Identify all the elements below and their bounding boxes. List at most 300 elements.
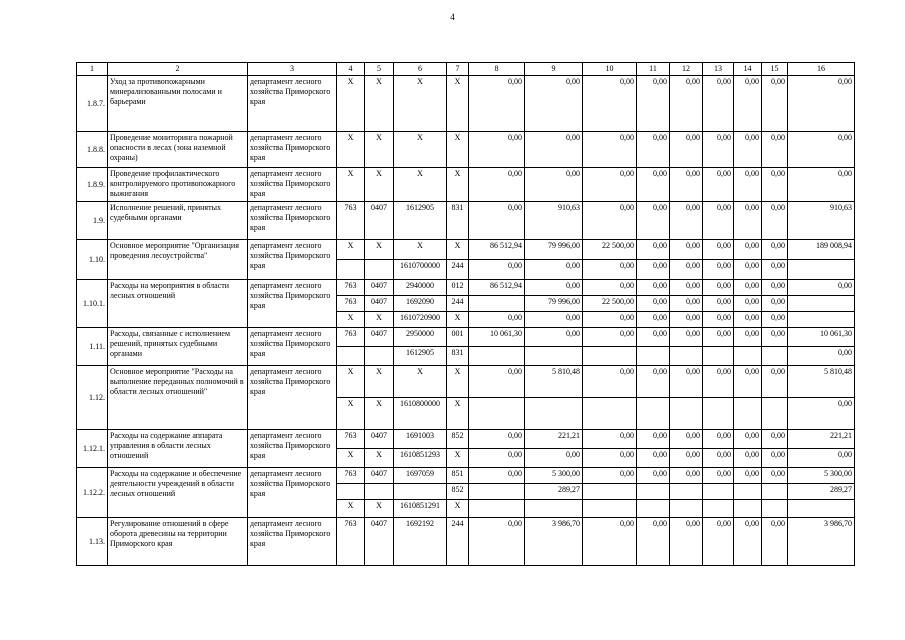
value-cell: 5 810,48 xyxy=(788,366,855,398)
value-cell xyxy=(762,347,788,366)
value-cell xyxy=(469,500,525,518)
item-name: Основное мероприятие "Организация проведения лесоустройства" xyxy=(108,240,248,280)
value-cell xyxy=(703,484,734,500)
item-owner: департамент лесного хозяйства Приморского края xyxy=(248,366,337,430)
value-cell: 0,00 xyxy=(637,312,670,328)
value-cell: 0,00 xyxy=(670,468,703,484)
value-cell xyxy=(637,347,670,366)
value-cell: 0,00 xyxy=(762,312,788,328)
value-cell xyxy=(734,398,762,430)
item-number: 1.12.1. xyxy=(77,430,108,468)
item-owner: департамент лесного хозяйства Приморского края xyxy=(248,280,337,328)
value-cell: 0,00 xyxy=(762,168,788,202)
value-cell: X xyxy=(365,398,394,430)
header-cell: 4 xyxy=(337,63,365,76)
table-row xyxy=(77,202,855,240)
value-cell: 0,00 xyxy=(469,468,525,484)
page-number: 4 xyxy=(450,12,455,22)
value-cell: 0407 xyxy=(365,280,394,296)
value-cell: 0,00 xyxy=(637,518,670,566)
value-cell: 0,00 xyxy=(469,132,525,168)
value-cell: 289,27 xyxy=(788,484,855,500)
value-cell: 10 061,30 xyxy=(788,328,855,347)
header-cell: 13 xyxy=(703,63,734,76)
value-cell: 0,00 xyxy=(670,366,703,398)
value-cell: 0,00 xyxy=(734,518,762,566)
table-row xyxy=(77,280,855,296)
value-cell: 0,00 xyxy=(670,76,703,132)
value-cell: 0,00 xyxy=(670,132,703,168)
value-cell: 0,00 xyxy=(469,168,525,202)
value-cell: 86 512,94 xyxy=(469,240,525,260)
value-cell: 0407 xyxy=(365,202,394,240)
value-cell: 3 986,70 xyxy=(788,518,855,566)
value-cell xyxy=(734,347,762,366)
value-cell xyxy=(703,398,734,430)
value-cell: 244 xyxy=(447,518,469,566)
value-cell xyxy=(670,484,703,500)
value-cell: X xyxy=(394,76,447,132)
value-cell: 0,00 xyxy=(670,449,703,468)
item-number: 1.11. xyxy=(77,328,108,366)
value-cell xyxy=(583,398,637,430)
value-cell: 2950000 xyxy=(394,328,447,347)
table-row xyxy=(77,168,855,202)
value-cell: 5 300,00 xyxy=(525,468,583,484)
value-cell: 0,00 xyxy=(788,168,855,202)
value-cell: 0,00 xyxy=(703,280,734,296)
header-cell: 2 xyxy=(108,63,248,76)
value-cell: 0,00 xyxy=(703,260,734,280)
value-cell: 0,00 xyxy=(670,296,703,312)
value-cell: 0,00 xyxy=(762,296,788,312)
item-owner: департамент лесного хозяйства Приморского края xyxy=(248,328,337,366)
value-cell xyxy=(583,484,637,500)
value-cell: 0,00 xyxy=(703,168,734,202)
value-cell: 1610700000 xyxy=(394,260,447,280)
item-name: Расходы на содержание и обеспечение деятельности учреждений в области лесных отношений xyxy=(108,468,248,518)
value-cell: 0,00 xyxy=(637,328,670,347)
item-number: 1.9. xyxy=(77,202,108,240)
value-cell: 0,00 xyxy=(583,76,637,132)
value-cell: 0,00 xyxy=(670,168,703,202)
value-cell: 0,00 xyxy=(637,240,670,260)
value-cell xyxy=(788,312,855,328)
value-cell: X xyxy=(337,449,365,468)
header-cell: 9 xyxy=(525,63,583,76)
value-cell: 0,00 xyxy=(734,328,762,347)
value-cell: 0,00 xyxy=(583,366,637,398)
value-cell xyxy=(734,500,762,518)
value-cell: 0,00 xyxy=(734,240,762,260)
value-cell: 0,00 xyxy=(788,449,855,468)
value-cell xyxy=(583,500,637,518)
value-cell: 910,63 xyxy=(788,202,855,240)
value-cell: X xyxy=(447,366,469,398)
header-row xyxy=(77,63,855,76)
value-cell: X xyxy=(447,312,469,328)
value-cell: 0,00 xyxy=(583,168,637,202)
value-cell: 0,00 xyxy=(703,296,734,312)
value-cell: 0,00 xyxy=(525,260,583,280)
header-cell: 6 xyxy=(394,63,447,76)
item-name: Уход за противопожарными минерализованными полосами и барьерами xyxy=(108,76,248,132)
value-cell: 10 061,30 xyxy=(469,328,525,347)
value-cell xyxy=(469,398,525,430)
value-cell: 0,00 xyxy=(762,240,788,260)
table-row xyxy=(77,328,855,347)
value-cell: 0,00 xyxy=(583,132,637,168)
value-cell: 0,00 xyxy=(788,280,855,296)
value-cell: 0,00 xyxy=(703,132,734,168)
value-cell: X xyxy=(365,366,394,398)
value-cell: 0,00 xyxy=(788,398,855,430)
item-name: Проведение мониторинга пожарной опасности в лесах (зона наземной охраны) xyxy=(108,132,248,168)
value-cell: 1610720900 xyxy=(394,312,447,328)
value-cell xyxy=(365,260,394,280)
value-cell: 221,21 xyxy=(525,430,583,449)
value-cell: 0,00 xyxy=(734,260,762,280)
value-cell: X xyxy=(337,312,365,328)
value-cell: 831 xyxy=(447,347,469,366)
value-cell: 0,00 xyxy=(469,76,525,132)
value-cell: 0,00 xyxy=(762,132,788,168)
value-cell: 1692192 xyxy=(394,518,447,566)
value-cell xyxy=(788,296,855,312)
value-cell xyxy=(703,347,734,366)
value-cell: 0,00 xyxy=(583,280,637,296)
value-cell: 763 xyxy=(337,468,365,484)
value-cell: X xyxy=(337,76,365,132)
item-name: Расходы на мероприятия в области лесных отношений xyxy=(108,280,248,328)
value-cell: 0,00 xyxy=(583,260,637,280)
item-number: 1.10. xyxy=(77,240,108,280)
value-cell: 0,00 xyxy=(469,260,525,280)
value-cell: 763 xyxy=(337,430,365,449)
value-cell: 0,00 xyxy=(762,202,788,240)
value-cell: 79 996,00 xyxy=(525,240,583,260)
value-cell: 0,00 xyxy=(670,202,703,240)
item-owner: департамент лесного хозяйства Приморского края xyxy=(248,168,337,202)
value-cell: 0,00 xyxy=(637,449,670,468)
value-cell: 0,00 xyxy=(583,518,637,566)
value-cell xyxy=(337,260,365,280)
value-cell: 3 986,70 xyxy=(525,518,583,566)
item-name: Основное мероприятие "Расходы на выполнение переданных полномочий в области лесных отношений" xyxy=(108,366,248,430)
value-cell: 1610851291 xyxy=(394,500,447,518)
value-cell: 0,00 xyxy=(762,518,788,566)
value-cell: 79 996,00 xyxy=(525,296,583,312)
value-cell: 0,00 xyxy=(734,468,762,484)
item-name: Проведение профилактического контролируемого противопожарного выжигания xyxy=(108,168,248,202)
value-cell: 221,21 xyxy=(788,430,855,449)
table-row xyxy=(77,366,855,398)
value-cell: 5 300,00 xyxy=(788,468,855,484)
value-cell: 22 500,00 xyxy=(583,240,637,260)
value-cell: 0,00 xyxy=(703,366,734,398)
value-cell: 763 xyxy=(337,328,365,347)
value-cell: 0,00 xyxy=(583,449,637,468)
value-cell: 0,00 xyxy=(670,430,703,449)
value-cell xyxy=(365,347,394,366)
value-cell xyxy=(525,500,583,518)
value-cell: 001 xyxy=(447,328,469,347)
value-cell: 0,00 xyxy=(670,518,703,566)
item-number: 1.13. xyxy=(77,518,108,566)
value-cell: 244 xyxy=(447,260,469,280)
value-cell: 0,00 xyxy=(637,280,670,296)
value-cell: 0,00 xyxy=(734,280,762,296)
value-cell xyxy=(583,347,637,366)
value-cell xyxy=(337,347,365,366)
value-cell: X xyxy=(447,398,469,430)
value-cell xyxy=(670,398,703,430)
value-cell: 0,00 xyxy=(703,240,734,260)
value-cell: 0,00 xyxy=(583,430,637,449)
item-number: 1.12.2. xyxy=(77,468,108,518)
value-cell: 289,27 xyxy=(525,484,583,500)
value-cell: 0,00 xyxy=(637,468,670,484)
value-cell xyxy=(525,398,583,430)
value-cell xyxy=(637,500,670,518)
value-cell: 0,00 xyxy=(703,312,734,328)
table-row xyxy=(77,76,855,132)
value-cell: X xyxy=(365,168,394,202)
value-cell: X xyxy=(394,366,447,398)
item-owner: департамент лесного хозяйства Приморского края xyxy=(248,202,337,240)
item-number: 1.12. xyxy=(77,366,108,430)
header-cell: 3 xyxy=(248,63,337,76)
header-cell: 11 xyxy=(637,63,670,76)
item-number: 1.10.1. xyxy=(77,280,108,328)
value-cell: X xyxy=(365,449,394,468)
value-cell: 0,00 xyxy=(734,296,762,312)
item-number: 1.8.8. xyxy=(77,132,108,168)
value-cell: 0,00 xyxy=(762,328,788,347)
value-cell: 012 xyxy=(447,280,469,296)
item-name: Регулирование отношений в сфере оборота древесины на территории Приморского края xyxy=(108,518,248,566)
value-cell: 22 500,00 xyxy=(583,296,637,312)
value-cell xyxy=(788,500,855,518)
value-cell xyxy=(525,347,583,366)
value-cell: 0,00 xyxy=(469,518,525,566)
value-cell: 0,00 xyxy=(637,76,670,132)
value-cell xyxy=(670,347,703,366)
value-cell: 0,00 xyxy=(762,260,788,280)
value-cell: 0,00 xyxy=(734,430,762,449)
header-cell: 5 xyxy=(365,63,394,76)
value-cell: 0,00 xyxy=(583,468,637,484)
value-cell: 0,00 xyxy=(670,328,703,347)
value-cell xyxy=(337,484,365,500)
value-cell xyxy=(469,347,525,366)
value-cell: 0,00 xyxy=(637,202,670,240)
value-cell: 0,00 xyxy=(670,260,703,280)
value-cell xyxy=(670,500,703,518)
value-cell: 0,00 xyxy=(703,518,734,566)
value-cell: X xyxy=(365,312,394,328)
value-cell: 0407 xyxy=(365,430,394,449)
value-cell: 0,00 xyxy=(734,312,762,328)
value-cell: 0,00 xyxy=(525,449,583,468)
header-cell: 8 xyxy=(469,63,525,76)
header-cell: 10 xyxy=(583,63,637,76)
value-cell xyxy=(637,484,670,500)
table-row xyxy=(77,240,855,260)
value-cell: 0,00 xyxy=(788,347,855,366)
value-cell: 0,00 xyxy=(525,168,583,202)
value-cell: 0407 xyxy=(365,518,394,566)
value-cell: 763 xyxy=(337,280,365,296)
value-cell: 1692090 xyxy=(394,296,447,312)
value-cell: 0,00 xyxy=(734,366,762,398)
item-name: Расходы на содержание аппарата управления в области лесных отношений xyxy=(108,430,248,468)
table-row xyxy=(77,132,855,168)
value-cell: 0,00 xyxy=(637,132,670,168)
item-number: 1.8.7. xyxy=(77,76,108,132)
value-cell: 0,00 xyxy=(469,366,525,398)
value-cell xyxy=(703,500,734,518)
value-cell xyxy=(365,484,394,500)
value-cell: 0,00 xyxy=(469,312,525,328)
value-cell: 0,00 xyxy=(762,468,788,484)
value-cell: 0407 xyxy=(365,468,394,484)
value-cell: X xyxy=(337,240,365,260)
value-cell: 0,00 xyxy=(703,449,734,468)
value-cell xyxy=(469,484,525,500)
value-cell: 86 512,94 xyxy=(469,280,525,296)
header-cell: 15 xyxy=(762,63,788,76)
value-cell: X xyxy=(394,168,447,202)
value-cell: X xyxy=(337,168,365,202)
value-cell xyxy=(394,484,447,500)
value-cell: 0,00 xyxy=(703,202,734,240)
value-cell: 1697059 xyxy=(394,468,447,484)
value-cell: X xyxy=(337,366,365,398)
table-row xyxy=(77,468,855,484)
value-cell: X xyxy=(337,500,365,518)
value-cell: X xyxy=(447,168,469,202)
value-cell xyxy=(469,296,525,312)
value-cell: X xyxy=(447,500,469,518)
value-cell: 0,00 xyxy=(670,280,703,296)
item-owner: департамент лесного хозяйства Приморского края xyxy=(248,518,337,566)
item-owner: департамент лесного хозяйства Приморского края xyxy=(248,468,337,518)
value-cell: X xyxy=(365,132,394,168)
value-cell: 0,00 xyxy=(703,468,734,484)
value-cell: 852 xyxy=(447,484,469,500)
value-cell: 0,00 xyxy=(525,76,583,132)
item-owner: департамент лесного хозяйства Приморского края xyxy=(248,430,337,468)
value-cell: X xyxy=(447,449,469,468)
value-cell: 0,00 xyxy=(788,132,855,168)
value-cell: 763 xyxy=(337,296,365,312)
item-owner: департамент лесного хозяйства Приморского края xyxy=(248,76,337,132)
value-cell: 0,00 xyxy=(637,260,670,280)
header-cell: 12 xyxy=(670,63,703,76)
header-cell: 14 xyxy=(734,63,762,76)
value-cell: 0,00 xyxy=(637,168,670,202)
value-cell: 852 xyxy=(447,430,469,449)
value-cell: 0,00 xyxy=(734,168,762,202)
value-cell: 0,00 xyxy=(469,449,525,468)
value-cell: X xyxy=(447,240,469,260)
value-cell: 0,00 xyxy=(525,328,583,347)
value-cell: X xyxy=(365,240,394,260)
item-name: Исполнение решений, принятых судебными органами xyxy=(108,202,248,240)
value-cell: 1612905 xyxy=(394,202,447,240)
header-cell: 7 xyxy=(447,63,469,76)
value-cell: 0,00 xyxy=(762,76,788,132)
value-cell xyxy=(637,398,670,430)
program-costs-table xyxy=(76,62,855,566)
value-cell xyxy=(762,484,788,500)
value-cell: 0,00 xyxy=(525,132,583,168)
value-cell: 763 xyxy=(337,518,365,566)
value-cell: 831 xyxy=(447,202,469,240)
value-cell: 0,00 xyxy=(525,280,583,296)
value-cell: 2940000 xyxy=(394,280,447,296)
value-cell: X xyxy=(447,132,469,168)
value-cell: 0,00 xyxy=(637,366,670,398)
value-cell: 0407 xyxy=(365,328,394,347)
value-cell: 0,00 xyxy=(762,430,788,449)
item-owner: департамент лесного хозяйства Приморского края xyxy=(248,240,337,280)
item-name: Расходы, связанные с исполнением решений, принятых судебными органами xyxy=(108,328,248,366)
value-cell: 5 810,48 xyxy=(525,366,583,398)
value-cell: 0,00 xyxy=(703,430,734,449)
value-cell: X xyxy=(365,76,394,132)
value-cell: X xyxy=(394,240,447,260)
value-cell: 0,00 xyxy=(525,312,583,328)
value-cell: X xyxy=(337,398,365,430)
value-cell: 0,00 xyxy=(703,328,734,347)
item-number: 1.8.9. xyxy=(77,168,108,202)
value-cell: 0,00 xyxy=(583,312,637,328)
value-cell: 1612905 xyxy=(394,347,447,366)
value-cell: 244 xyxy=(447,296,469,312)
value-cell: 0,00 xyxy=(734,76,762,132)
value-cell: 0,00 xyxy=(637,296,670,312)
value-cell: 0,00 xyxy=(762,280,788,296)
value-cell: 1610800000 xyxy=(394,398,447,430)
value-cell: 189 008,94 xyxy=(788,240,855,260)
value-cell: 0407 xyxy=(365,296,394,312)
value-cell: X xyxy=(394,132,447,168)
value-cell: 0,00 xyxy=(734,202,762,240)
value-cell: 763 xyxy=(337,202,365,240)
value-cell: 851 xyxy=(447,468,469,484)
value-cell: 0,00 xyxy=(583,328,637,347)
value-cell: 1691003 xyxy=(394,430,447,449)
value-cell: 0,00 xyxy=(703,76,734,132)
value-cell: 0,00 xyxy=(637,430,670,449)
value-cell xyxy=(762,398,788,430)
item-owner: департамент лесного хозяйства Приморского края xyxy=(248,132,337,168)
table-row xyxy=(77,430,855,449)
value-cell xyxy=(734,484,762,500)
header-cell: 1 xyxy=(77,63,108,76)
value-cell: 0,00 xyxy=(734,449,762,468)
value-cell: X xyxy=(447,76,469,132)
header-cell: 16 xyxy=(788,63,855,76)
value-cell: 0,00 xyxy=(762,366,788,398)
value-cell: 0,00 xyxy=(670,240,703,260)
value-cell: 0,00 xyxy=(762,449,788,468)
value-cell: 0,00 xyxy=(583,202,637,240)
value-cell: 910,63 xyxy=(525,202,583,240)
value-cell: 0,00 xyxy=(734,132,762,168)
